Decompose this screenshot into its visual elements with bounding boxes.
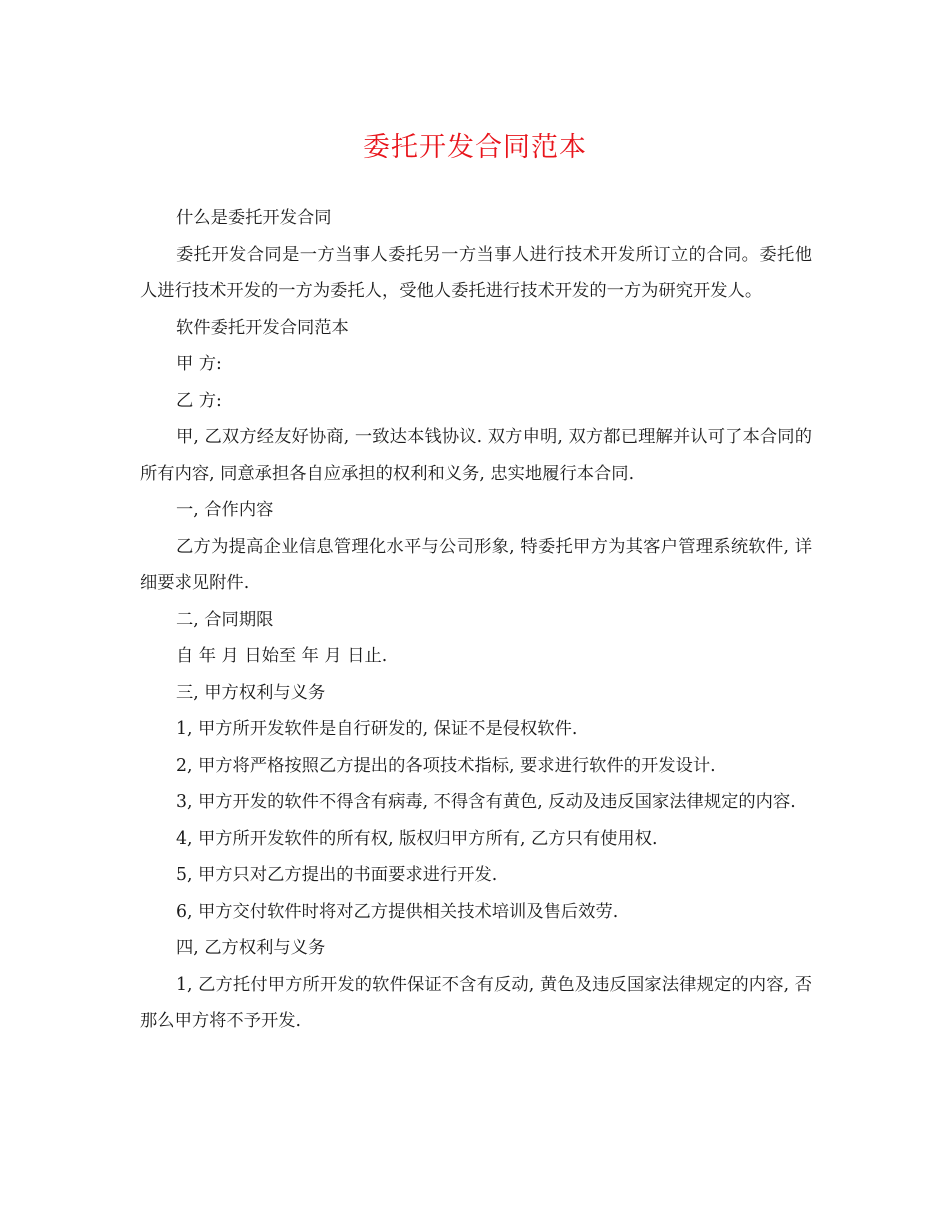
paragraph-definition: 委托开发合同是一方当事人委托另一方当事人进行技术开发所订立的合同。委托他人进行技术开发的一方为委托人，受他人委托进行技术开发的一方为研究开发人。 <box>140 244 812 301</box>
document-body <box>140 200 812 1040</box>
document-title: 委托开发合同范本 <box>363 132 587 163</box>
section-heading-2: 二, 合同期限 <box>176 609 274 630</box>
section-heading-1: 一, 合作内容 <box>176 500 274 520</box>
clause-a-6: 6, 甲方交付软件时将对乙方提供相关技术培训及售后效劳. <box>176 901 619 922</box>
clause-a-2: 2, 甲方将严格按照乙方提出的各项技术指标, 要求进行软件的开发设计. <box>176 755 716 776</box>
clause-a-1: 1, 甲方所开发软件是自行研发的, 保证不是侵权软件. <box>176 719 578 739</box>
paragraph-party-a: 甲 方: <box>176 354 222 374</box>
clause-a-4: 4, 甲方所开发软件的所有权, 版权归甲方所有, 乙方只有使用权. <box>176 828 658 849</box>
paragraph-cooperation: 乙方为提高企业信息管理化水平与公司形象, 特委托甲方为其客户管理系统软件, 详细要求见附件. <box>140 536 812 593</box>
paragraph-sample-heading: 软件委托开发合同范本 <box>176 317 349 338</box>
paragraph-what-is: 什么是委托开发合同 <box>176 208 332 228</box>
paragraph-term: 自 年 月 日始至 年 月 日止. <box>176 646 388 666</box>
clause-a-3: 3, 甲方开发的软件不得含有病毒, 不得含有黄色, 反动及违反国家法律规定的内容. <box>176 792 796 812</box>
paragraph-agreement: 甲, 乙双方经友好协商, 一致达本钱协议. 双方申明, 双方都已理解并认可了本合同的所有内容, 同意承担各自应承担的权利和义务, 忠实地履行本合同. <box>140 427 812 484</box>
paragraph-party-b: 乙 方: <box>176 390 222 411</box>
clause-a-5: 5, 甲方只对乙方提出的书面要求进行开发. <box>176 865 498 885</box>
section-heading-4: 四, 乙方权利与义务 <box>176 938 326 958</box>
section-heading-3: 三, 甲方权利与义务 <box>176 682 326 703</box>
clause-b-1: 1, 乙方托付甲方所开发的软件保证不含有反动, 黄色及违反国家法律规定的内容, 否那么甲方将不予开发. <box>140 974 812 1031</box>
